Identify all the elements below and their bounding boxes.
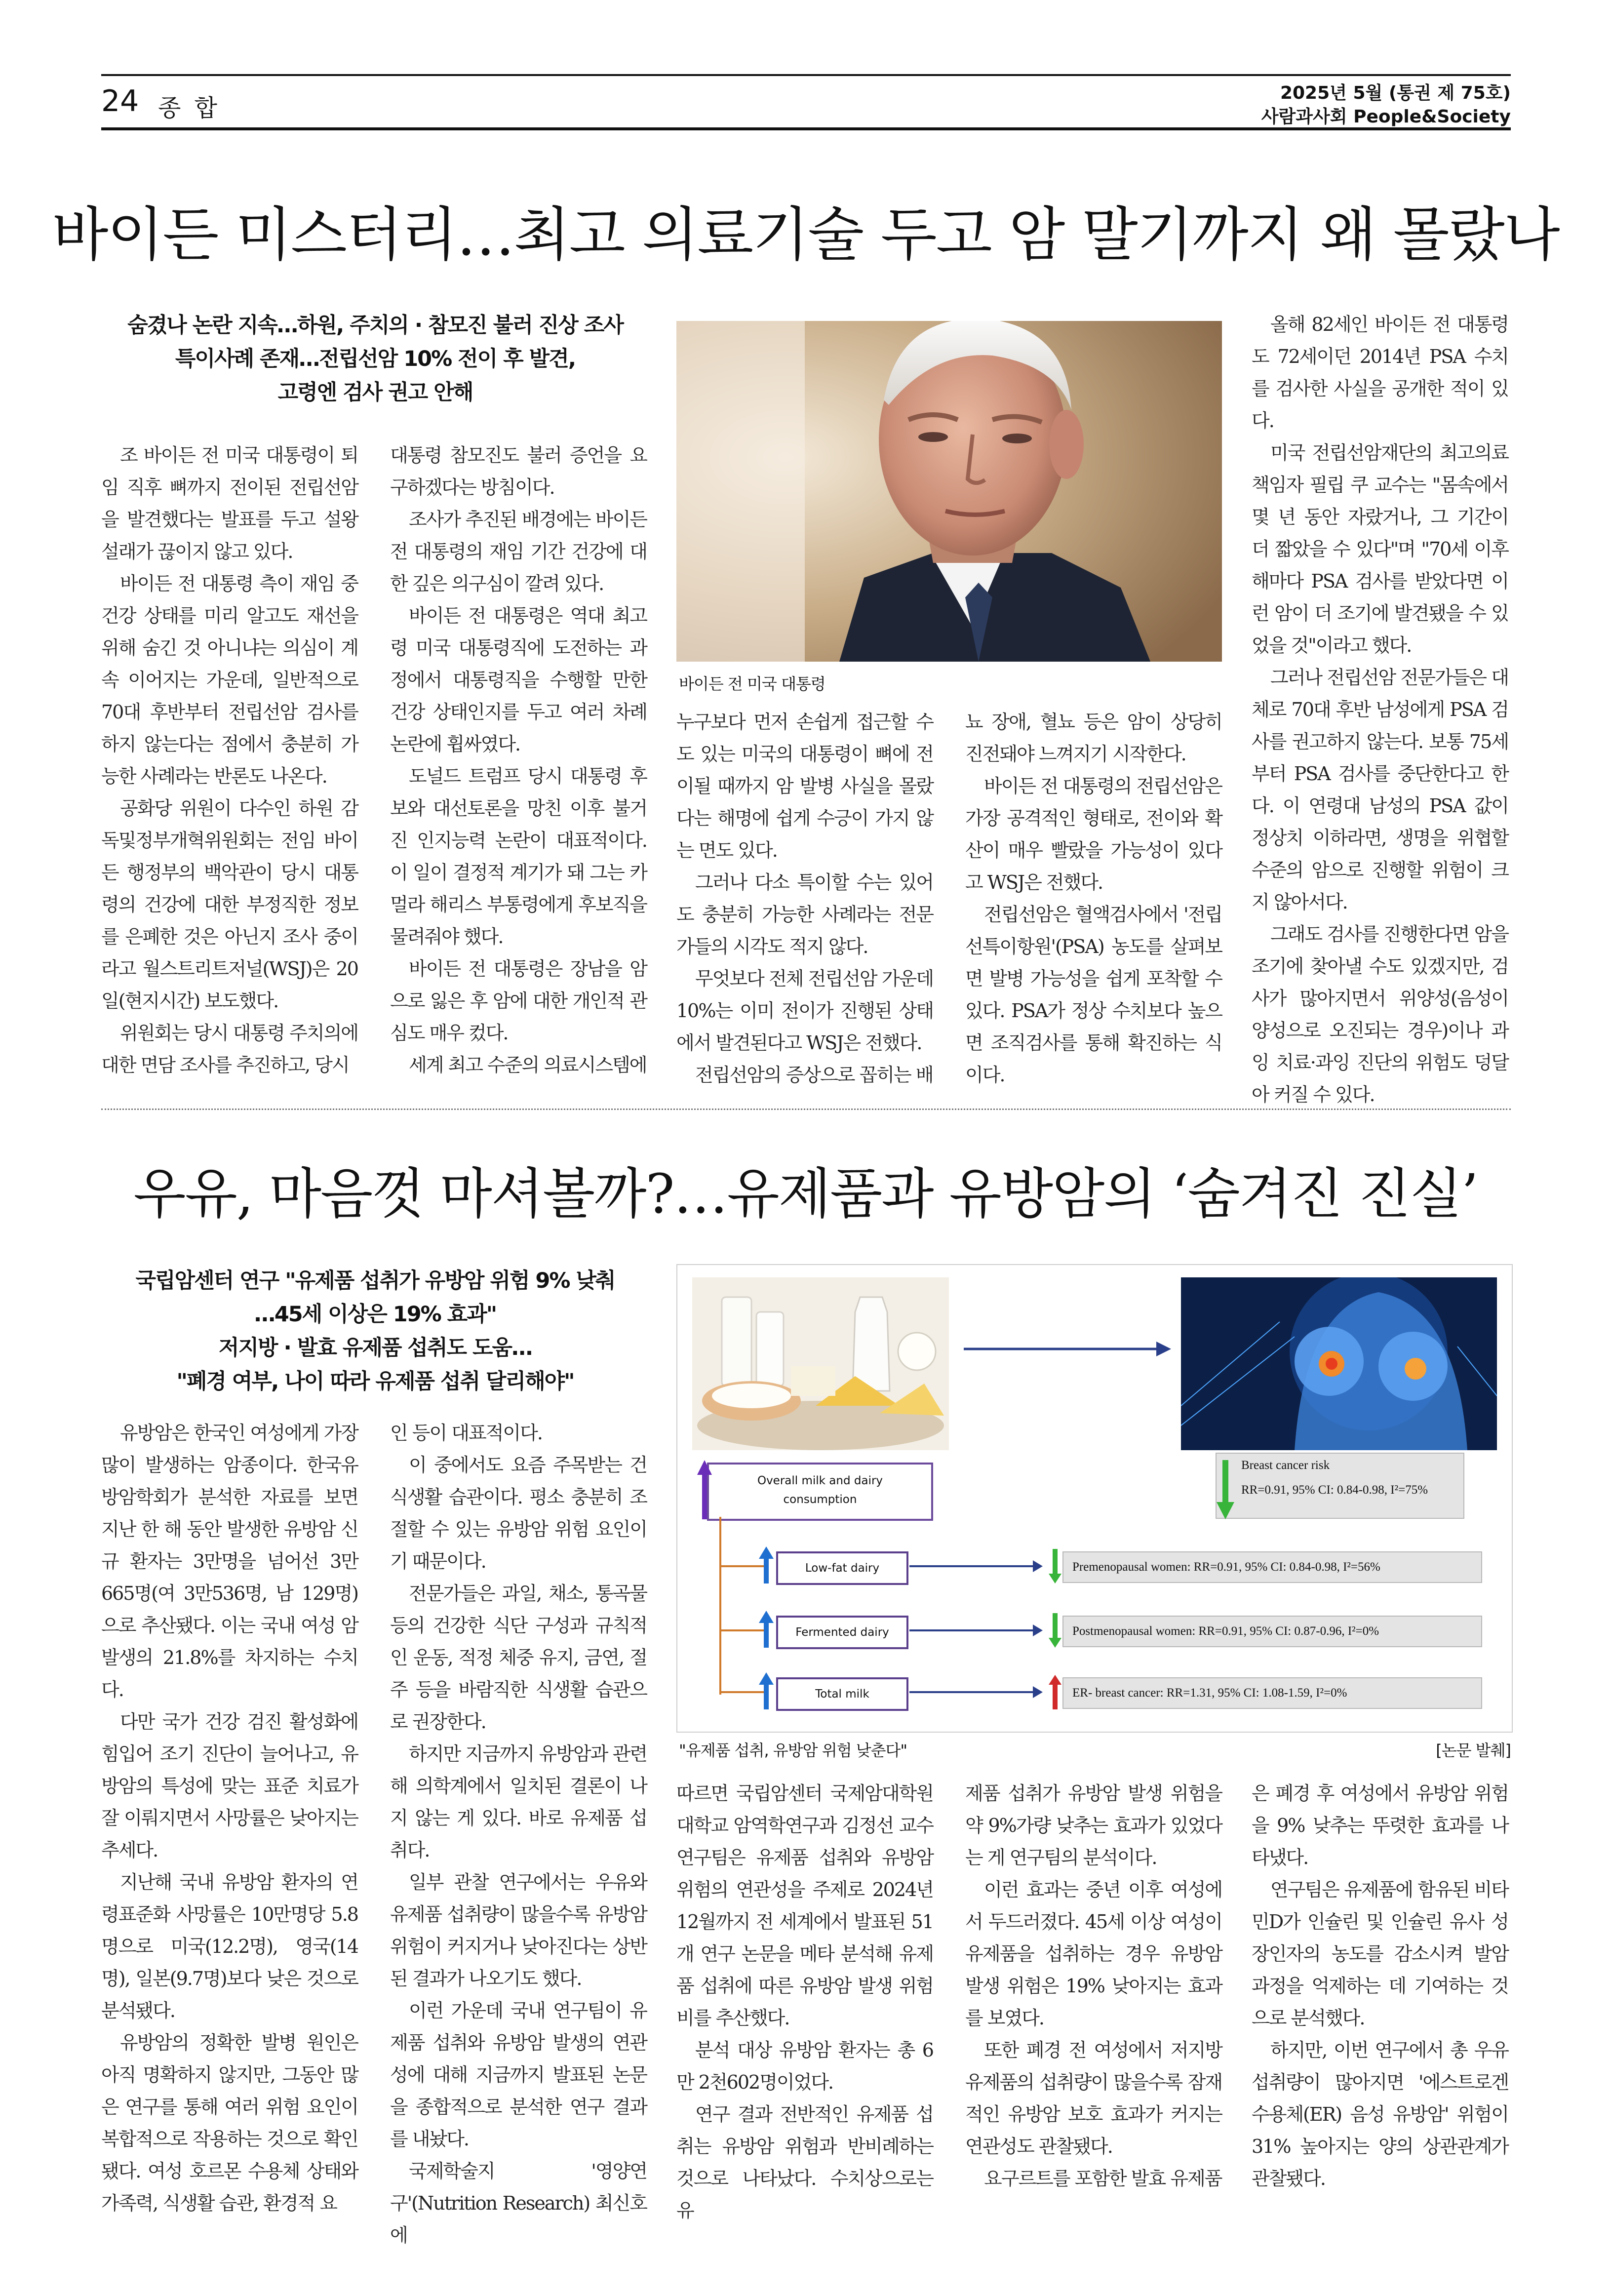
paragraph: 올해 82세인 바이든 전 대통령도 72세이던 2014년 PSA 수치를 검사한 사실을 공개한 적이 있다. [1252,314,1508,432]
figure-caption: "유제품 섭취, 유방암 위험 낮춘다" [679,1741,907,1760]
low-fat-dairy-box: Low-fat dairy [776,1551,908,1585]
paragraph: 유방암의 정확한 발병 원인은 아직 명확하지 않지만, 그동안 많은 연구를 통해 여러 위험 요인이 복합적으로 작용하는 것으로 확인됐다. 여성 호르몬 수용체 상태와 가족력, 식생활 습관, 환경적 요 [101,2032,358,2214]
article1-headline: 바이든 미스터리…최고 의료기술 두고 암 말기까지 왜 몰랐나 [52,200,1559,269]
paragraph: 위원회는 당시 대통령 주치의에 대한 면담 조사를 추진하고, 당시 [101,1022,358,1076]
paragraph: 세계 최고 수준의 의료시스템에 [409,1054,647,1076]
paragraph: 무엇보다 전체 전립선암 가운데 10%는 이미 전이가 진행된 상태에서 발견된다고 WSJ은 전했다. [676,968,933,1054]
article1-column-2 [390,439,647,1081]
paragraph: 제품 섭취가 유방암 발생 위험을 약 9%가량 낮추는 효과가 있었다는 게 연구팀의 분석이다. [965,1782,1222,1868]
article1-column-3 [676,706,933,1091]
paragraph: 전립선암의 증상으로 꼽히는 배 [695,1064,933,1086]
paragraph: 공화당 위원이 다수인 하원 감독및정부개혁위원회는 전임 바이든 행정부의 백악관이 당시 대통령의 건강에 대한 부정직한 정보를 은폐한 것은 아닌지 조사 중이라고 월스트리트저널(WSJ)은 20일(현지시간) 보도했다. [101,797,358,1012]
paragraph: 그러나 전립선암 전문가들은 대체로 70대 후반 남성에게 PSA 검사를 권고하지 않는다. 보통 75세부터 PSA 검사를 중단한다고 한다. 이 연령대 남성의 PSA 값이 정상치 이하라면, 생명을 위협할 수준의 암으로 진행할 위험이 크지 않아서다. [1252,667,1508,913]
article-divider [101,1108,1511,1110]
article1-column-1 [101,439,358,1081]
paragraph: 누구보다 먼저 손쉽게 접근할 수도 있는 미국의 대통령이 뼈에 전이될 때까지 암 발병 사실을 몰랐다는 해명에 쉽게 수긍이 가지 않는 면도 있다. [676,711,933,861]
paragraph: 전립선암은 혈액검사에서 '전립선특이항원'(PSA) 농도를 살펴보면 발병 가능성을 쉽게 포착할 수 있다. PSA가 정상 수치보다 높으면 조직검사를 통해 확진하는 식이다. [965,904,1222,1086]
article2-subhead-2: …45세 이상은 19% 효과" [254,1302,497,1327]
paragraph: 국제학술지 '영양연구'(Nutrition Research) 최신호에 [390,2160,647,2246]
article1-subhead-2: 특이사례 존재…전립선암 10% 전이 후 발견, [175,347,576,371]
paragraph: 대통령 참모진도 불러 증언을 요구하겠다는 방침이다. [390,444,647,498]
paragraph: 은 폐경 후 여성에서 유방암 위험을 9% 낮추는 뚜렷한 효과를 나타냈다. [1252,1782,1508,1868]
article1-subhead-1: 숨겼나 논란 지속…하원, 주치의 · 참모진 불러 진상 조사 [127,313,623,338]
result-postmenopausal: Postmenopausal women: RR=0.91, 95% CI: 0.87-0.96, I²=0% [1062,1616,1482,1647]
connector-line [719,1565,764,1567]
paragraph: 연구 결과 전반적인 유제품 섭취는 유방암 위험과 반비례하는 것으로 나타났다. 수치상으로는 유 [676,2103,933,2221]
article2-column-5 [1252,1778,1508,2195]
header-top-rule [101,74,1511,76]
article2-column-3 [676,1778,933,2227]
article2-column-2 [390,1417,647,2252]
section-name: 종 합 [158,94,220,122]
breast-cancer-risk-box [1216,1453,1464,1519]
overall-milk-box: Overall milk and dairy consumption [707,1463,933,1521]
paragraph: 미국 전립선암재단의 최고의료책임자 필립 쿠 교수는 "몸속에서 몇 년 동안 자랐거나, 그 기간이 더 짧았을 수 있다"며 "70세 이후 해마다 PSA 검사를 받았다면 이런 암이 더 조기에 발견됐을 수 있었을 것"이라고 했다. [1252,442,1508,656]
paragraph: 바이든 전 대통령 측이 재임 중 건강 상태를 미리 알고도 재선을 위해 숨긴 것 아니냐는 의심이 계속 이어지는 가운데, 일반적으로 70대 후반부터 전립선암 검사를 하지 않는다는 점에서 충분히 가능한 사례라는 반론도 나온다. [101,573,358,787]
article1-column-5 [1252,309,1508,1111]
risk-title: Breast cancer risk [1241,1459,1330,1472]
paragraph: 바이든 전 대통령은 장남을 암으로 잃은 후 암에 대한 개인적 관심도 매우 컸다. [390,958,647,1044]
arrow-right-icon [909,1685,1043,1700]
arrow-right-icon [909,1559,1043,1574]
connector-line [719,1629,764,1631]
paragraph: 조사가 추진된 배경에는 바이든 전 대통령의 재임 기간 건강에 대한 깊은 의구심이 깔려 있다. [390,509,647,594]
dairy-products-illustration [692,1277,949,1450]
up-arrow-icon [1049,1675,1061,1709]
fermented-dairy-box: Fermented dairy [776,1616,908,1649]
paragraph: 하지만, 이번 연구에서 총 우유 섭취량이 많아지면 '에스트로겐 수용체(ER) 음성 유방암' 위험이 31% 높아지는 양의 상관관계가 관찰됐다. [1252,2039,1508,2189]
publication-name: 사람과사회 People&Society [1261,107,1511,127]
article2-column-1 [101,1417,358,2219]
up-arrow-icon [759,1546,774,1583]
article2-subhead-1: 국립암센터 연구 "유제품 섭취가 유방암 위험 9% 낮춰 [135,1268,615,1293]
paragraph: 지난해 국내 유방암 환자의 연령표준화 사망률은 10만명당 5.8명으로 미국(12.2명), 영국(14명), 일본(9.7명)보다 낮은 것으로 분석됐다. [101,1871,358,2021]
up-arrow-icon [697,1460,712,1519]
paragraph: 또한 폐경 전 여성에서 저지방 유제품의 섭취량이 많을수록 잠재적인 유방암 보호 효과가 커지는 연관성도 관찰됐다. [965,2039,1222,2157]
photo-caption: 바이든 전 미국 대통령 [679,674,825,693]
biden-photo [676,321,1222,662]
paragraph: 이 중에서도 요즘 주목받는 건 식생활 습관이다. 평소 충분히 조절할 수 있는 유방암 위험 요인이기 때문이다. [390,1454,647,1572]
up-arrow-icon [759,1672,774,1709]
paragraph: 인 등이 대표적이다. [390,1422,542,1444]
paragraph: 그러나 다소 특이할 수는 있어도 충분히 가능한 사례라는 전문가들의 시각도 적지 않다. [676,871,933,957]
breast-anatomy-illustration [1181,1277,1497,1450]
article1-column-4 [965,706,1222,1091]
paragraph: 바이든 전 대통령은 역대 최고령 미국 대통령직에 도전하는 과정에서 대통령직을 수행할 만한 건강 상태인지를 두고 여러 차례 논란에 휩싸였다. [390,605,647,755]
article2-column-4 [965,1778,1222,2195]
paragraph: 뇨 장애, 혈뇨 등은 암이 상당히 진전돼야 느껴지기 시작한다. [965,711,1222,765]
result-er-negative: ER- breast cancer: RR=1.31, 95% CI: 1.08-1.59, I²=0% [1062,1677,1482,1709]
issue-info: 2025년 5월 (통권 제 75호) [1280,83,1511,103]
connector-line [719,1691,764,1693]
arrow-right-icon [909,1623,1043,1638]
paragraph: 도널드 트럼프 당시 대통령 후보와 대선토론을 망친 이후 불거진 인지능력 논란이 대표적이다. 이 일이 결정적 계기가 돼 그는 카멀라 해리스 부통령에게 후보직을 물려줘야 했다. [390,765,647,948]
result-premenopausal: Premenopausal women: RR=0.91, 95% CI: 0.84-0.98, I²=56% [1062,1551,1482,1583]
paragraph: 전문가들은 과일, 채소, 통곡물 등의 건강한 식단 구성과 규칙적인 운동, 적정 체중 유지, 금연, 절주 등을 바람직한 식생활 습관으로 권장한다. [390,1583,647,1733]
article1-subhead-3: 고령엔 검사 권고 안해 [277,380,473,405]
research-figure [676,1264,1513,1733]
paragraph: 다만 국가 건강 검진 활성화에 힘입어 조기 진단이 늘어나고, 유방암의 특성에 맞는 표준 치료가 잘 이뤄지면서 사망률은 낮아지는 추세다. [101,1711,358,1861]
risk-main: RR=0.91, 95% CI: 0.84-0.98, I²=75% [1241,1483,1428,1497]
paragraph: 이런 가운데 국내 연구팀이 유제품 섭취와 유방암 발생의 연관성에 대해 지금까지 발표된 논문을 종합적으로 분석한 연구 결과를 내놨다. [390,2000,647,2150]
down-arrow-icon [1216,1460,1235,1519]
up-arrow-icon [759,1611,774,1648]
header-bottom-rule [101,127,1511,130]
paragraph: 조 바이든 전 미국 대통령이 퇴임 직후 뼈까지 전이된 전립선암을 발견했다는 발표를 두고 설왕설래가 끊이지 않고 있다. [101,444,358,562]
page-header [101,74,1511,133]
paragraph: 요구르트를 포함한 발효 유제품 [984,2168,1222,2189]
paragraph: 분석 대상 유방암 환자는 총 6만 2천602명이었다. [676,2039,933,2093]
article2-subhead-3: 저지방 · 발효 유제품 섭취도 도움… [218,1336,532,1360]
article2-subhead-4: "폐경 여부, 나이 따라 유제품 섭취 달리해야" [176,1369,574,1394]
down-arrow-icon [1049,1613,1061,1648]
paragraph: 유방암은 한국인 여성에게 가장 많이 발생하는 암종이다. 한국유방암학회가 분석한 자료를 보면 지난 한 해 동안 발생한 유방암 신규 환자는 3만명을 넘어선 3만665명(여 3만536명, 남 129명)으로 추산됐다. 이는 국내 여성 암 발생의 21.8%를 차지하는 수치다. [101,1422,358,1701]
connector-line [719,1517,721,1695]
total-milk-box: Total milk [776,1677,908,1711]
paragraph: 일부 관찰 연구에서는 우유와 유제품 섭취량이 많을수록 유방암 위험이 커지거나 낮아진다는 상반된 결과가 나오기도 했다. [390,1871,647,1989]
paragraph: 이런 효과는 중년 이후 여성에서 두드러졌다. 45세 이상 여성이 유제품을 섭취하는 경우 유방암 발생 위험은 19% 낮아지는 효과를 보였다. [965,1879,1222,2029]
paragraph: 바이든 전 대통령의 전립선암은 가장 공격적인 형태로, 전이와 확산이 매우 빨랐을 가능성이 있다고 WSJ은 전했다. [965,775,1222,893]
article2-headline: 우유, 마음껏 마셔볼까?…유제품과 유방암의 ‘숨겨진 진실’ [133,1162,1478,1226]
page-number: 24 [101,84,139,119]
arrow-right-icon [964,1339,1171,1359]
paragraph: 연구팀은 유제품에 함유된 비타민D가 인슐린 및 인슐린 유사 성장인자의 농도를 감소시켜 발암 과정을 억제하는 데 기여하는 것으로 분석했다. [1252,1879,1508,2029]
paragraph: 그래도 검사를 진행한다면 암을 조기에 찾아낼 수도 있겠지만, 검사가 많아지면서 위양성(음성이 양성으로 오진되는 경우)이나 과잉 치료·과잉 진단의 위험도 덩달아 커질 수 있다. [1252,923,1508,1106]
paragraph: 하지만 지금까지 유방암과 관련해 의학계에서 일치된 결론이 나지 않는 게 있다. 바로 유제품 섭취다. [390,1743,647,1861]
down-arrow-icon [1049,1549,1061,1583]
figure-source: [논문 발췌] [1436,1741,1511,1760]
paragraph: 따르면 국립암센터 국제암대학원대학교 암역학연구과 김정선 교수 연구팀은 유제품 섭취와 유방암 위험의 연관성을 주제로 2024년 12월까지 전 세계에서 발표된 51개 연구 논문을 메타 분석해 유제품 섭취에 따른 유방암 발생 위험비를 추산했다. [676,1782,933,2029]
